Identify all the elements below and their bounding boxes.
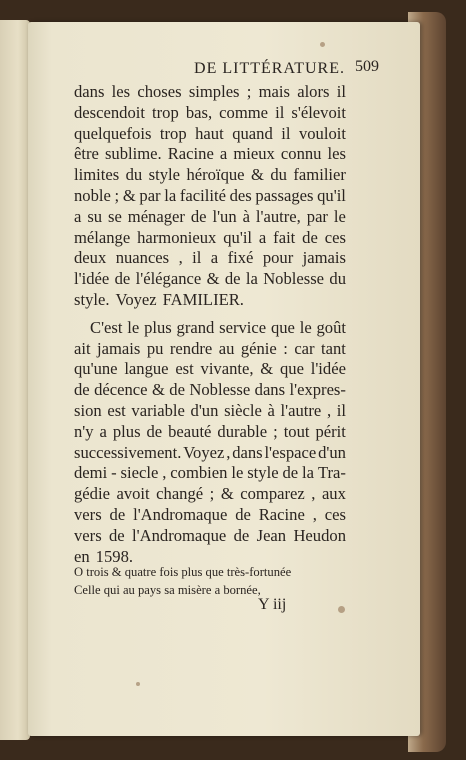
text-line: l'idée de l'élégance & de la Noblesse du <box>74 269 346 289</box>
text-line: qu'une langue est vivante, & que l'idée <box>74 359 346 379</box>
text-line: vers de l'Andromaque de Jean Heudon <box>74 525 346 545</box>
paragraph-2 <box>74 318 346 568</box>
foxing-spot <box>136 682 140 686</box>
running-head: DE LITTÉRATURE. <box>194 60 345 77</box>
text-line: vers de l'Andromaque de Racine , ces <box>74 504 346 524</box>
text-line: quelquefois trop haut quand il vouloit <box>74 123 346 143</box>
verse-line: Celle qui au pays sa misère a bornée, <box>74 583 261 597</box>
text-line: noble ; & par la facilité des passages qu'il <box>74 185 346 205</box>
text-line: mélange harmonieux qu'il a fait de ces <box>74 227 346 247</box>
signature-mark: Y iij <box>258 596 287 613</box>
text-line: dans les choses simples ; mais alors il <box>74 82 346 101</box>
verse-line: O trois & quatre fois plus que très-fortunée <box>74 565 292 579</box>
body-text <box>74 82 346 567</box>
text-line: en 1598. <box>74 546 134 566</box>
facing-page-edge <box>0 20 30 740</box>
text-line: a su se ménager de l'un à l'autre, par le <box>74 206 346 226</box>
text-line: descendoit trop bas, comme il s'élevoit <box>74 102 346 122</box>
verse-quotation <box>74 563 346 599</box>
text-line: n'y a plus de beauté durable ; tout périt <box>74 421 346 441</box>
text-line: demi - siecle , combien le style de la Tra- <box>74 463 346 483</box>
text-line: de décence & de Noblesse dans l'expres- <box>74 380 346 400</box>
text-line: limites du style héroïque & du familier <box>74 165 346 185</box>
text-line: sion est variable d'un siècle à l'autre , il <box>74 400 346 420</box>
text-line: deux nuances , il a fixé pour jamais <box>74 248 346 268</box>
foxing-spot <box>320 42 325 47</box>
paragraph-1 <box>74 82 346 311</box>
page-number: 509 <box>355 58 379 75</box>
text-line: être sublime. Racine a mieux connu les <box>74 144 346 164</box>
text-line: style. Voyez FAMILIER. <box>74 289 244 309</box>
text-line: successivement. Voyez , dans l'espace d'un <box>74 442 346 462</box>
text-line: ait jamais pu rendre au génie : car tant <box>74 338 346 358</box>
text-line: gédie avoit changé ; & comparez , aux <box>74 484 346 504</box>
text-line: C'est le plus grand service que le goût <box>90 317 346 337</box>
foxing-spot <box>338 606 345 613</box>
